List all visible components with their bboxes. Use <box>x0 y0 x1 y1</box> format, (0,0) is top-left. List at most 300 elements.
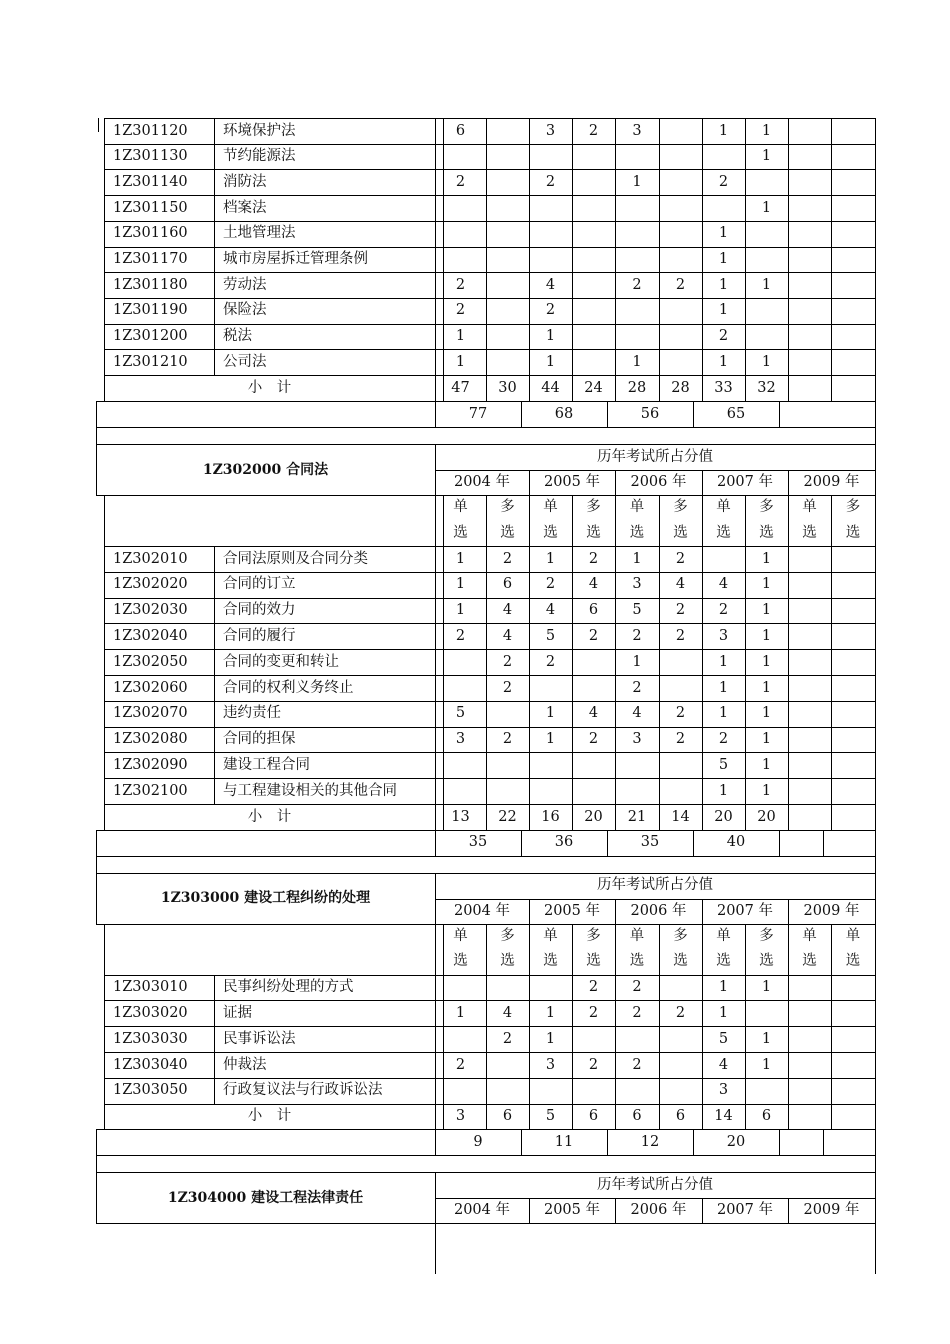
row-name: 合同的权利义务终止 <box>223 679 354 696</box>
value-cell: 2 <box>455 276 466 293</box>
sub-header: 单 选 <box>716 927 731 969</box>
value-cell: 2 <box>632 628 642 645</box>
value-cell: 2 <box>455 1056 466 1073</box>
subtotal-cell: 30 <box>498 379 517 396</box>
value-cell <box>831 298 875 324</box>
year-label: 2006 年 <box>630 1202 687 1219</box>
value-cell <box>659 349 702 375</box>
value-cell: 1 <box>761 757 772 774</box>
value-cell <box>615 1026 659 1052</box>
value-cell: 2 <box>588 628 599 645</box>
value-cell: 2 <box>632 1056 642 1073</box>
value-cell <box>486 118 529 144</box>
value-cell: 1 <box>718 653 729 670</box>
year-label: 2004 年 <box>453 902 510 919</box>
value-cell: 2 <box>675 705 686 722</box>
value-cell: 4 <box>545 602 556 619</box>
value-cell <box>745 169 788 195</box>
value-cell: 1 <box>761 602 772 619</box>
value-cell <box>788 144 831 170</box>
value-cell: 2 <box>632 1004 642 1021</box>
value-cell: 5 <box>455 705 466 722</box>
value-cell <box>788 1052 831 1078</box>
row-name: 城市房屋拆迁管理条例 <box>223 251 368 268</box>
value-cell <box>529 778 572 804</box>
row-code: 1Z302070 <box>113 705 188 722</box>
value-cell: 1 <box>761 576 772 593</box>
value-cell: 5 <box>632 602 642 619</box>
subtotal-cell <box>788 375 831 401</box>
subtotal-cell: 32 <box>757 379 776 396</box>
value-cell <box>702 195 745 221</box>
value-cell: 5 <box>545 628 556 645</box>
subtotal-cell: 3 <box>455 1108 466 1124</box>
year-total-cell: 40 <box>726 834 746 851</box>
value-cell: 4 <box>718 1056 729 1073</box>
value-cell <box>659 221 702 247</box>
value-cell <box>615 144 659 170</box>
value-cell <box>831 546 875 572</box>
value-cell: 2 <box>455 173 466 190</box>
sub-header: 多 选 <box>500 927 515 969</box>
sub-header: 多 选 <box>759 927 774 969</box>
value-cell <box>788 1026 831 1052</box>
value-cell <box>486 324 529 350</box>
row-name: 合同的担保 <box>223 731 296 748</box>
value-cell <box>745 1000 788 1026</box>
value-cell <box>615 1078 659 1104</box>
row-name: 建设工程合同 <box>223 757 310 774</box>
value-cell: 2 <box>632 679 642 696</box>
value-cell <box>659 324 702 350</box>
row-code: 1Z301120 <box>113 122 188 139</box>
value-cell <box>659 675 702 701</box>
value-cell <box>572 752 615 778</box>
value-cell: 1 <box>632 550 642 567</box>
year-label: 2009 年 <box>803 474 860 491</box>
value-cell: 1 <box>761 979 772 996</box>
value-cell: 1 <box>761 1056 772 1073</box>
row-name: 节约能源法 <box>223 148 296 165</box>
sub-header: 多 选 <box>759 499 774 541</box>
value-cell <box>529 144 572 170</box>
value-cell <box>745 298 788 324</box>
year-total-cell: 12 <box>640 1133 660 1150</box>
year-total-cell: 35 <box>468 834 488 851</box>
value-cell <box>529 1078 572 1104</box>
value-cell: 3 <box>455 731 466 748</box>
value-cell <box>831 118 875 144</box>
value-cell <box>788 298 831 324</box>
value-cell <box>831 247 875 273</box>
value-cell <box>702 546 745 572</box>
value-cell: 1 <box>718 302 729 319</box>
row-code: 1Z303040 <box>113 1056 188 1073</box>
year-label: 2007 年 <box>716 1202 773 1219</box>
value-cell: 2 <box>588 1056 599 1073</box>
value-cell: 1 <box>632 653 642 670</box>
value-cell: 2 <box>502 653 513 670</box>
value-cell <box>486 221 529 247</box>
value-cell: 4 <box>502 1004 513 1021</box>
sub-header: 多 选 <box>845 499 861 541</box>
value-cell <box>831 195 875 221</box>
value-cell: 2 <box>545 653 556 670</box>
value-cell: 2 <box>718 173 729 190</box>
value-cell <box>572 221 615 247</box>
year-total-cell: 56 <box>640 405 660 422</box>
subtotal-cell: 13 <box>451 808 470 825</box>
value-cell: 2 <box>675 628 686 645</box>
value-cell <box>831 623 875 649</box>
row-name: 税法 <box>223 328 252 345</box>
value-cell <box>659 1026 702 1052</box>
sub-header: 单 选 <box>802 927 817 969</box>
year-total-cell: 9 <box>473 1133 483 1150</box>
row-name: 民事诉讼法 <box>223 1030 296 1047</box>
value-cell: 1 <box>761 628 772 645</box>
row-code: 1Z301170 <box>113 251 188 268</box>
value-cell <box>659 169 702 195</box>
row-code: 1Z302090 <box>113 757 188 774</box>
value-cell: 3 <box>632 122 642 139</box>
value-cell: 2 <box>632 276 642 293</box>
value-cell: 1 <box>545 550 556 567</box>
value-cell <box>486 701 529 727</box>
value-cell <box>788 572 831 598</box>
value-cell <box>788 975 831 1001</box>
value-cell <box>831 975 875 1001</box>
subtotal-cell: 33 <box>714 379 733 396</box>
row-code: 1Z301160 <box>113 225 188 242</box>
value-cell <box>572 144 615 170</box>
value-cell <box>615 324 659 350</box>
value-cell: 1 <box>545 1030 556 1047</box>
value-cell <box>486 169 529 195</box>
value-cell: 4 <box>588 576 599 593</box>
year-total-cell: 65 <box>726 405 746 422</box>
subtotal-cell: 5 <box>545 1108 556 1124</box>
row-code: 1Z302050 <box>113 653 188 670</box>
year-total-cell <box>779 401 875 427</box>
value-cell: 2 <box>502 1030 513 1047</box>
value-cell <box>659 298 702 324</box>
row-code: 1Z301200 <box>113 328 188 345</box>
year-total-cell <box>823 830 875 856</box>
value-cell: 2 <box>588 1004 599 1021</box>
subtotal-cell: 28 <box>627 379 647 396</box>
value-cell <box>486 1052 529 1078</box>
value-cell: 3 <box>632 576 642 593</box>
value-cell <box>529 195 572 221</box>
value-cell: 1 <box>718 225 729 242</box>
row-name: 证据 <box>223 1004 252 1021</box>
sub-header: 多 选 <box>673 499 688 541</box>
value-cell <box>572 1078 615 1104</box>
sub-header: 单 选 <box>629 499 645 541</box>
row-code: 1Z302100 <box>113 782 188 799</box>
value-cell: 1 <box>455 328 466 345</box>
value-cell: 1 <box>632 353 642 370</box>
value-cell <box>831 572 875 598</box>
value-cell: 1 <box>718 705 729 722</box>
value-cell <box>572 349 615 375</box>
value-cell <box>486 272 529 298</box>
value-cell: 2 <box>502 679 513 696</box>
value-cell: 1 <box>761 276 772 293</box>
value-cell: 2 <box>718 602 729 619</box>
value-cell: 1 <box>545 353 556 370</box>
subtotal-cell: 22 <box>498 808 517 825</box>
value-cell: 1 <box>718 251 729 268</box>
row-code: 1Z301140 <box>113 173 188 190</box>
value-cell: 1 <box>718 122 729 139</box>
subtotal-cell: 47 <box>451 379 470 396</box>
subtotal-cell: 14 <box>671 808 690 825</box>
value-cell: 3 <box>632 731 642 748</box>
year-label: 2006 年 <box>630 902 687 919</box>
value-cell <box>831 778 875 804</box>
value-cell <box>659 247 702 273</box>
value-cell <box>572 272 615 298</box>
value-cell: 2 <box>502 550 513 567</box>
value-cell <box>486 752 529 778</box>
value-cell: 4 <box>502 602 513 619</box>
value-cell: 3 <box>718 628 729 645</box>
sub-header: 多 选 <box>586 927 601 969</box>
sub-header: 多 选 <box>500 499 515 541</box>
value-cell <box>788 598 831 624</box>
value-cell <box>788 675 831 701</box>
row-code: 1Z301180 <box>113 276 188 293</box>
year-total-cell <box>779 830 823 856</box>
subtotal-cell: 20 <box>584 808 603 825</box>
value-cell: 2 <box>718 731 729 748</box>
value-cell <box>831 1052 875 1078</box>
value-cell <box>615 752 659 778</box>
value-cell: 2 <box>675 550 686 567</box>
subtotal-cell: 24 <box>584 379 603 396</box>
value-cell: 1 <box>545 705 556 722</box>
sub-header: 单 选 <box>543 499 558 541</box>
value-cell <box>659 975 702 1001</box>
value-cell <box>788 272 831 298</box>
value-cell <box>788 701 831 727</box>
value-cell: 1 <box>455 1004 466 1021</box>
value-cell <box>529 221 572 247</box>
subtotal-cell <box>831 1104 875 1130</box>
value-cell <box>659 195 702 221</box>
value-cell <box>486 298 529 324</box>
row-code: 1Z303020 <box>113 1004 188 1021</box>
year-total-cell: 36 <box>554 834 574 851</box>
value-cell <box>831 1026 875 1052</box>
subtotal-cell: 44 <box>541 379 560 396</box>
value-cell <box>831 221 875 247</box>
value-cell: 4 <box>718 576 729 593</box>
value-cell <box>788 169 831 195</box>
value-cell <box>529 752 572 778</box>
subtotal-cell: 16 <box>541 808 560 825</box>
value-cell <box>486 195 529 221</box>
value-cell <box>788 118 831 144</box>
year-total-cell: 68 <box>554 405 574 422</box>
value-cell: 1 <box>718 782 729 799</box>
value-cell <box>788 1000 831 1026</box>
value-cell <box>788 649 831 675</box>
year-label: 2006 年 <box>630 474 687 491</box>
value-cell: 1 <box>545 1004 556 1021</box>
value-cell <box>572 649 615 675</box>
value-cell <box>572 675 615 701</box>
value-cell: 1 <box>761 705 772 722</box>
value-cell: 1 <box>761 148 772 165</box>
value-cell: 1 <box>761 782 772 799</box>
value-cell <box>831 169 875 195</box>
subtotal-cell <box>788 804 831 830</box>
subtotal-cell: 6 <box>588 1108 599 1124</box>
row-code: 1Z302010 <box>113 550 188 567</box>
value-cell <box>615 778 659 804</box>
sub-header: 单 选 <box>453 927 468 969</box>
value-cell: 3 <box>545 1056 556 1073</box>
row-name: 行政复议法与行政诉讼法 <box>223 1082 383 1099</box>
sub-header: 单 选 <box>845 927 861 969</box>
value-cell <box>788 778 831 804</box>
value-cell <box>788 247 831 273</box>
value-cell <box>486 247 529 273</box>
year-total-cell: 35 <box>640 834 660 851</box>
value-cell: 2 <box>632 979 642 996</box>
row-name: 合同的变更和转让 <box>223 653 339 670</box>
row-code: 1Z302020 <box>113 576 188 593</box>
value-cell: 1 <box>761 353 772 370</box>
row-code: 1Z302040 <box>113 628 188 645</box>
value-cell <box>572 1026 615 1052</box>
value-cell: 2 <box>588 550 599 567</box>
subtotal-cell: 20 <box>757 808 776 825</box>
value-cell <box>788 546 831 572</box>
value-cell <box>529 247 572 273</box>
value-cell <box>659 752 702 778</box>
year-label: 2007 年 <box>716 474 773 491</box>
year-label: 2009 年 <box>803 902 860 919</box>
sub-header: 多 选 <box>673 927 688 969</box>
section-title: 1Z304000 建设工程法律责任 <box>167 1189 364 1206</box>
value-cell: 2 <box>675 602 686 619</box>
value-cell: 2 <box>502 731 513 748</box>
value-cell <box>831 324 875 350</box>
value-cell <box>831 272 875 298</box>
value-cell <box>486 778 529 804</box>
value-cell: 1 <box>545 328 556 345</box>
value-cell: 4 <box>675 576 686 593</box>
value-cell: 1 <box>761 199 772 216</box>
value-cell <box>745 324 788 350</box>
year-label: 2004 年 <box>453 1202 510 1219</box>
subtotal-cell: 14 <box>714 1108 733 1124</box>
value-cell: 1 <box>761 122 772 139</box>
row-code: 1Z303050 <box>113 1082 188 1099</box>
value-cell: 1 <box>761 653 772 670</box>
sub-header: 单 选 <box>543 927 558 969</box>
value-cell <box>745 247 788 273</box>
value-cell <box>788 727 831 753</box>
value-cell: 1 <box>455 353 466 370</box>
section-title: 1Z302000 合同法 <box>202 461 329 478</box>
subtotal-cell <box>831 375 875 401</box>
row-name: 仲裁法 <box>223 1056 267 1073</box>
subtotal-cell: 6 <box>502 1108 513 1124</box>
value-cell: 2 <box>545 576 556 593</box>
header-label: 历年考试所占分值 <box>597 877 713 894</box>
value-cell <box>831 649 875 675</box>
header-label: 历年考试所占分值 <box>597 1176 713 1193</box>
subtotal-cell: 6 <box>675 1108 686 1124</box>
value-cell: 2 <box>588 122 599 139</box>
value-cell <box>659 649 702 675</box>
sub-header: 单 选 <box>629 927 645 969</box>
sub-header: 多 选 <box>586 499 601 541</box>
value-cell: 2 <box>545 173 556 190</box>
year-label: 2009 年 <box>803 1202 860 1219</box>
sub-header: 单 选 <box>453 499 468 541</box>
value-cell: 4 <box>545 276 556 293</box>
value-cell <box>572 169 615 195</box>
value-cell <box>572 247 615 273</box>
value-cell <box>745 221 788 247</box>
year-label: 2005 年 <box>543 1202 600 1219</box>
value-cell: 6 <box>502 576 513 593</box>
value-cell <box>788 1078 831 1104</box>
value-cell <box>788 752 831 778</box>
value-cell: 4 <box>632 705 642 722</box>
value-cell <box>831 1078 875 1104</box>
year-label: 2004 年 <box>453 474 510 491</box>
value-cell: 5 <box>718 1030 729 1047</box>
row-name: 合同的效力 <box>223 602 296 619</box>
subtotal-label: 小 计 <box>247 379 292 396</box>
subtotal-cell: 6 <box>761 1108 772 1124</box>
value-cell <box>831 1000 875 1026</box>
value-cell <box>831 349 875 375</box>
value-cell: 1 <box>761 731 772 748</box>
value-cell: 6 <box>455 122 466 139</box>
section-title: 1Z303000 建设工程纠纷的处理 <box>160 890 371 906</box>
value-cell <box>572 778 615 804</box>
value-cell: 1 <box>455 576 466 593</box>
value-cell: 1 <box>545 731 556 748</box>
row-name: 合同法原则及合同分类 <box>223 550 368 567</box>
value-cell: 1 <box>761 1030 772 1047</box>
value-cell <box>745 1078 788 1104</box>
value-cell: 2 <box>718 328 729 345</box>
value-cell <box>486 975 529 1001</box>
year-total-cell: 77 <box>468 405 488 422</box>
row-name: 违约责任 <box>223 705 281 722</box>
value-cell: 2 <box>588 979 599 996</box>
value-cell <box>615 195 659 221</box>
value-cell: 4 <box>588 705 599 722</box>
subtotal-cell: 20 <box>714 808 733 825</box>
year-total-cell: 20 <box>726 1133 746 1150</box>
year-total-cell <box>779 1129 823 1155</box>
year-label: 2005 年 <box>543 474 600 491</box>
subtotal-cell <box>788 1104 831 1130</box>
value-cell: 1 <box>718 1004 729 1021</box>
row-code: 1Z301150 <box>113 199 188 216</box>
value-cell <box>659 1078 702 1104</box>
